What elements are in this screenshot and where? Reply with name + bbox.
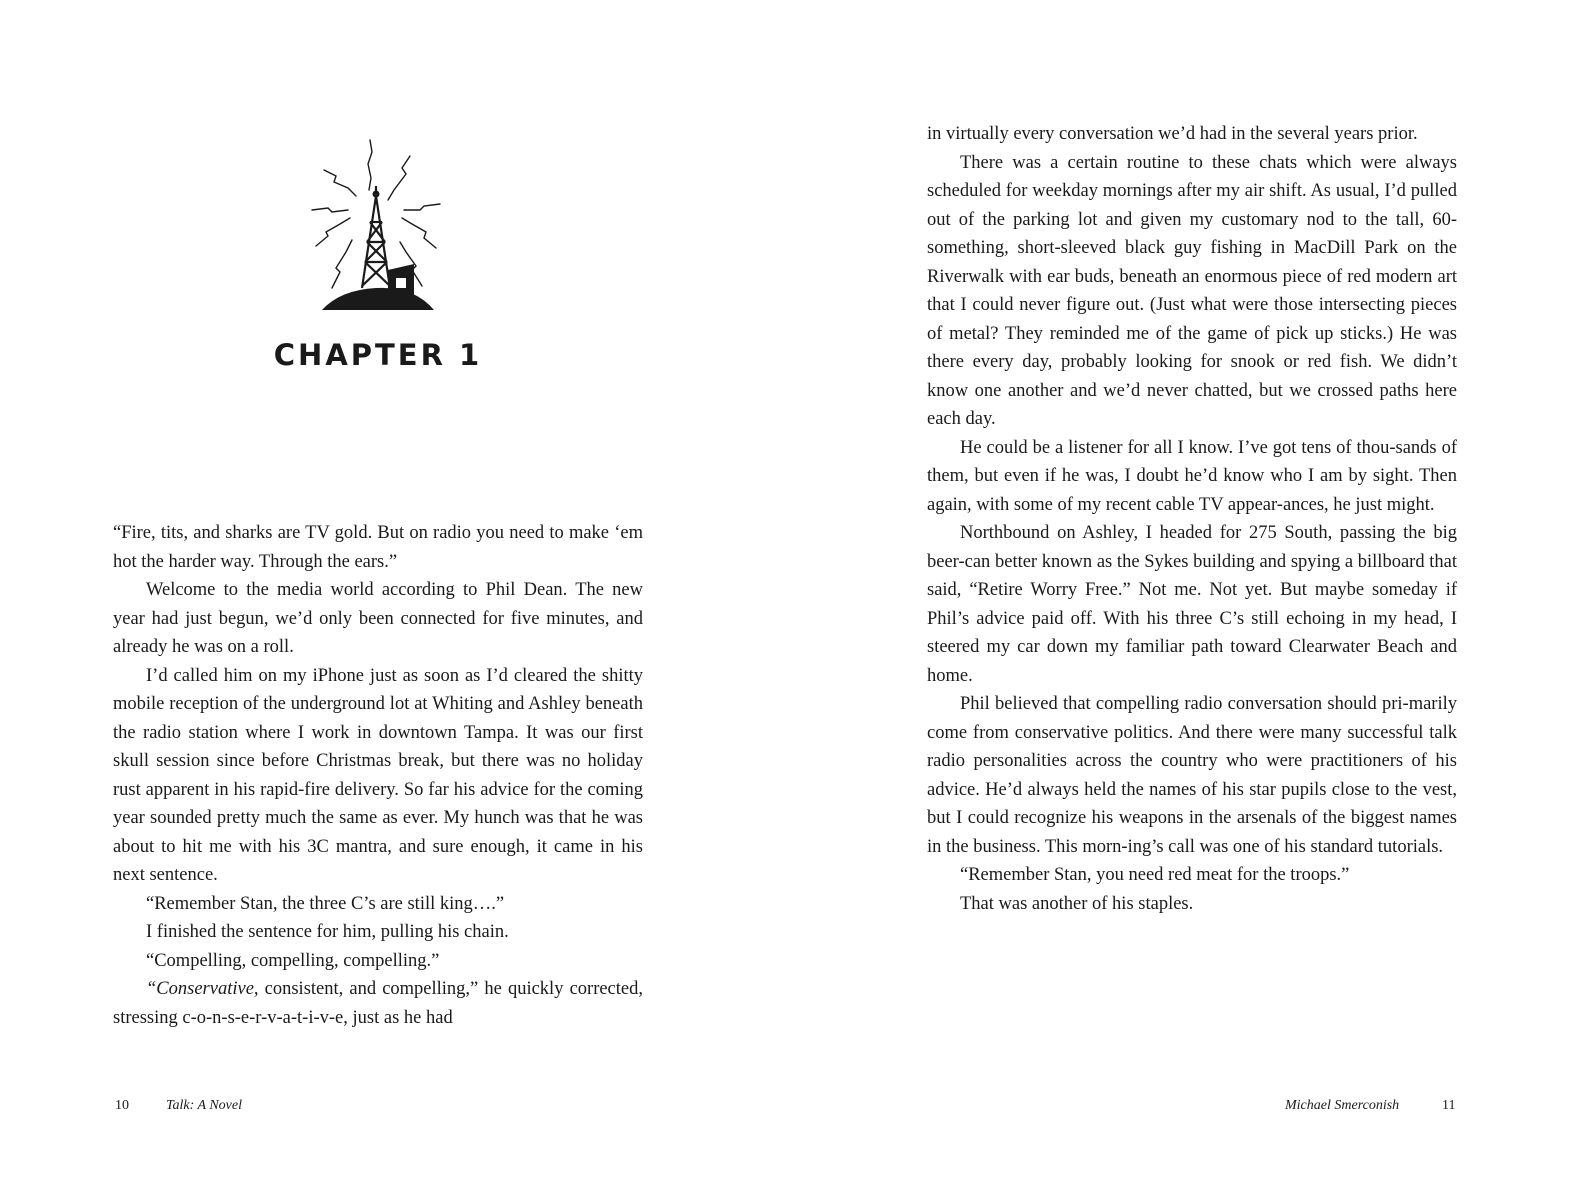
paragraph: I finished the sentence for him, pulling his chain. [146, 922, 509, 942]
running-head-author: Michael Smerconish [1285, 1098, 1400, 1113]
right-body-text [927, 120, 1457, 918]
paragraph: “Remember Stan, you need red meat for the troops.” [960, 865, 1350, 885]
paragraph: I’d called him on my iPhone just as soon as I’d cleared the shitty mobile reception of the underground lot at Whiting and Ashley beneath the radio station where I work in downtown Tampa. It was our first skull session since before Christmas break, but there was no holiday rust apparent in his rapid-fire delivery. So far his advice for the coming year sounded pretty much the same as ever. My hunch was that he was about to hit me with his 3C mantra, and sure enough, it came in his next sentence. [113, 665, 643, 885]
emphasized-word: “Conservative, [146, 979, 259, 999]
running-head-title: Talk: A Novel [166, 1098, 242, 1113]
chapter-title: CHAPTER 1 [273, 338, 483, 372]
page-number: 10 [115, 1098, 129, 1113]
paragraph: That was another of his staples. [960, 893, 1194, 914]
page-number: 11 [1442, 1098, 1456, 1113]
right-page [795, 0, 1589, 1200]
paragraph [113, 975, 643, 1032]
paragraph: Phil believed that compelling radio conversation should pri-marily come from conservative politics. And there were many successful talk radio personalities across the country who were practitioners of his advice. He’d always held the names of his star pupils close to the vest, but I could recognize his weapons in the arsenals of the biggest names in the business. This morn-ing’s call was one of his standard tutorials. [927, 694, 1457, 857]
paragraph: “Fire, tits, and sharks are TV gold. But on radio you need to make ‘em hot the harder way. Through the ears.” [113, 523, 643, 572]
paragraph-text: consistent, and compelling,” he quickly corrected, stressing c-o-n-s-e-r-v-a-t-i-v-e, just as he had [113, 979, 643, 1028]
radio-tower-icon [310, 138, 445, 316]
paragraph: in virtually every conversation we’d had in the several years prior. [927, 124, 1418, 144]
paragraph: There was a certain routine to these chats which were always scheduled for weekday mornings after my air shift. As usual, I’d pulled out of the parking lot and given my customary nod to the tall, 60-something, short-sleeved black guy fishing in MacDill Park on the Riverwalk with ear buds, beneath an enormous piece of red modern art that I could never figure out. (Just what were those intersecting pieces of metal? They reminded me of the game of pick up sticks.) He was there every day, probably looking for snook or red fish. We didn’t know one another and we’d never chatted, but we crossed paths here each day. [927, 152, 1457, 429]
paragraph: He could be a listener for all I know. I’ve got tens of thou-sands of them, but even if he was, I doubt he’d know who I am by sight. Then again, with some of my recent cable TV appear-ances, he just might. [927, 437, 1457, 515]
paragraph: “Remember Stan, the three C’s are still king….” [146, 893, 505, 914]
paragraph: “Compelling, compelling, compelling.” [146, 950, 440, 971]
left-body-text [113, 519, 643, 1032]
paragraph: Welcome to the media world according to Phil Dean. The new year had just begun, we’d only been connected for five minutes, and already he was on a roll. [113, 580, 643, 657]
paragraph: Northbound on Ashley, I headed for 275 South, passing the big beer-can better known as the Sykes building and spying a billboard that said, “Retire Worry Free.” Not me. Not yet. But maybe someday if Phil’s advice paid off. With his three C’s still echoing in my head, I steered my car down my familiar path toward Clearwater Beach and home. [927, 523, 1457, 686]
